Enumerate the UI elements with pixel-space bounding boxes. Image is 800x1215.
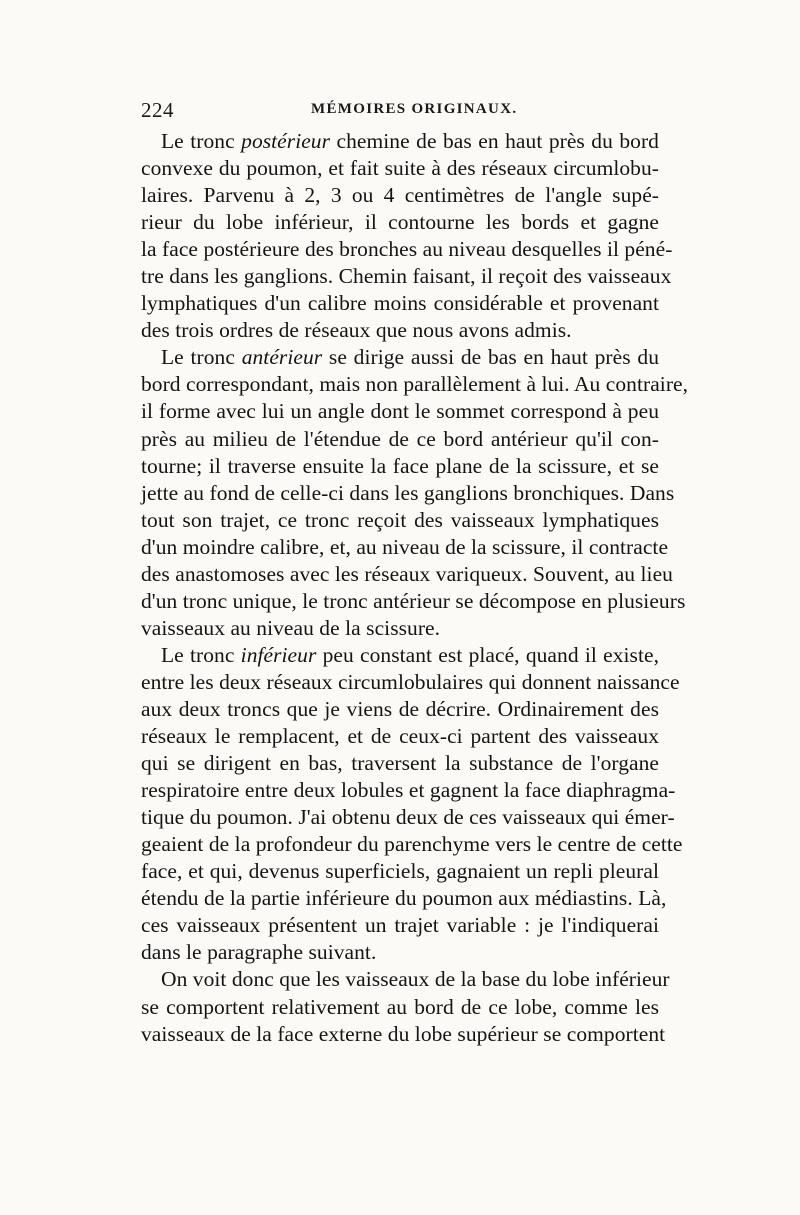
text-line: face, et qui, devenus superficiels, gagnaient un repli pleural (141, 859, 659, 884)
text-line: rieur du lobe inférieur, il contourne les bords et gagne (141, 210, 659, 235)
running-title: MÉMOIRES ORIGINAUX. (311, 101, 518, 117)
text-line: vaisseaux au niveau de la scissure. (141, 615, 441, 640)
text-line: tre dans les ganglions. Chemin faisant, il reçoit des vaisseaux (141, 264, 672, 289)
body-text (141, 128, 689, 1048)
text-line: tout son trajet, ce tronc reçoit des vaisseaux lymphatiques (141, 507, 659, 532)
text-line: la face postérieure des bronches au niveau desquelles il péné- (141, 237, 673, 262)
text-line: entre les deux réseaux circumlobulaires qui donnent naissance (141, 669, 680, 694)
text-line: lymphatiques d'un calibre moins considérable et provenant (141, 291, 659, 316)
text-line: ces vaisseaux présentent un trajet variable : je l'indiquerai (141, 913, 659, 938)
text-line: d'un tronc unique, le tronc antérieur se décompose en plusieurs (141, 588, 686, 613)
text-line: geaient de la profondeur du parenchyme vers le centre de cette (141, 832, 683, 857)
text-line: jette au fond de celle-ci dans les ganglions bronchiques. Dans (141, 480, 675, 505)
text-line: Le tronc inférieur peu constant est placé, quand il existe, (161, 642, 659, 667)
text-line: tique du poumon. J'ai obtenu deux de ces vaisseaux qui émer- (141, 805, 675, 830)
text-line: Le tronc postérieur chemine de bas en haut près du bord (161, 129, 659, 153)
text-line: dans le paragraphe suivant. (141, 940, 377, 965)
page-header (141, 98, 661, 120)
text-line: des trois ordres de réseaux que nous avons admis. (141, 318, 572, 343)
text-line: d'un moindre calibre, et, au niveau de la scissure, il contracte (141, 534, 669, 559)
text-line: bord correspondant, mais non parallèlement à lui. Au contraire, (141, 372, 689, 397)
text-line: aux deux troncs que je viens de décrire. Ordinairement des (141, 696, 659, 721)
text-line: laires. Parvenu à 2, 3 ou 4 centimètres de l'angle supé- (141, 183, 659, 208)
text-line: des anastomoses avec les réseaux variqueux. Souvent, au lieu (141, 561, 673, 586)
text-line: qui se dirigent en bas, traversent la substance de l'organe (141, 751, 659, 776)
text-line: réseaux le remplacent, et de ceux-ci partent des vaisseaux (141, 724, 659, 749)
text-line: se comportent relativement au bord de ce lobe, comme les (141, 994, 659, 1019)
text-line: Le tronc antérieur se dirige aussi de bas en haut près du (161, 345, 659, 370)
text-line: tourne; il traverse ensuite la face plane de la scissure, et se (141, 453, 659, 478)
text-line: convexe du poumon, et fait suite à des réseaux circumlobu- (141, 156, 659, 181)
text-line: il forme avec lui un angle dont le sommet correspond à peu (141, 399, 659, 424)
text-line: étendu de la partie inférieure du poumon aux médiastins. Là, (141, 886, 667, 911)
text-line: respiratoire entre deux lobules et gagnent la face diaphragma- (141, 778, 676, 803)
page-number: 224 (141, 98, 174, 122)
text-line: près au milieu de l'étendue de ce bord antérieur qu'il con- (141, 426, 659, 451)
text-line: On voit donc que les vaisseaux de la base du lobe inférieur (161, 967, 670, 992)
text-line: vaisseaux de la face externe du lobe supérieur se comportent (141, 1021, 666, 1046)
